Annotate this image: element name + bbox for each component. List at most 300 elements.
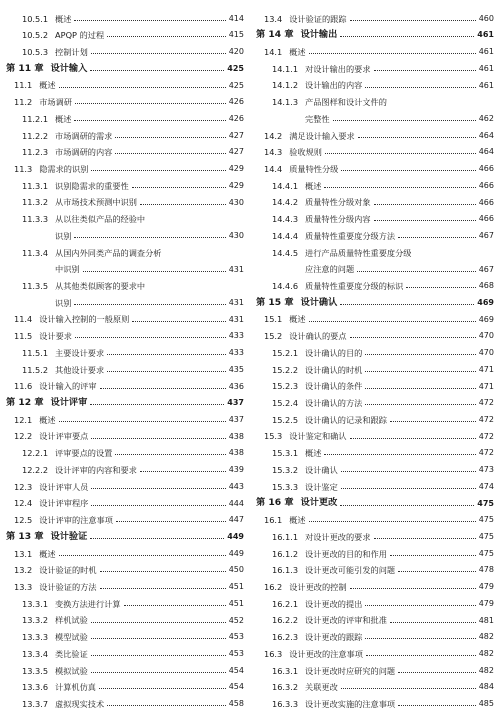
toc-entry-page: 471 [478, 364, 494, 374]
toc-entry-number: 13.3 [14, 581, 33, 592]
dot-leader [91, 622, 226, 623]
dot-leader [398, 705, 476, 706]
toc-entry-number: 13.3.7 [22, 698, 49, 709]
toc-entry [6, 259, 244, 276]
toc-entry-title: 模拟试验 [55, 665, 88, 676]
toc-entry-page: 438 [228, 431, 244, 441]
toc-entry [256, 175, 494, 192]
toc-entry-title: 设计输出 [300, 29, 338, 41]
toc-entry-title: 设计验证 [50, 530, 88, 542]
toc-entry [256, 610, 494, 627]
toc-entry-number: 第 11 章 [6, 62, 44, 74]
toc-entry-page: 462 [478, 114, 494, 124]
toc-entry-page: 426 [228, 97, 244, 107]
toc-entry-title: 概述 [305, 180, 322, 191]
toc-right-column [256, 8, 494, 710]
toc-entry [6, 693, 244, 710]
toc-entry [256, 92, 494, 109]
toc-entry-number: 12.2.2 [22, 464, 49, 475]
dot-leader [390, 555, 476, 556]
toc-entry-number: 12.2 [14, 431, 33, 442]
toc-entry-number: 16.1 [264, 515, 283, 526]
dot-leader [90, 538, 224, 539]
toc-entry-page: 472 [478, 448, 494, 458]
toc-entry [256, 75, 494, 92]
toc-entry-page: 482 [478, 649, 494, 659]
toc-entry-title: 设计确认的方法 [305, 398, 363, 409]
dot-leader [115, 454, 225, 455]
toc-entry-number: 12.2.1 [22, 448, 49, 459]
toc-entry-title: 设计输出的内容 [305, 80, 363, 91]
toc-entry-title: 中识别 [55, 264, 80, 275]
toc-entry-number: 13.1 [14, 548, 33, 559]
toc-entry-title: 应注意的问题 [305, 264, 355, 275]
toc-entry [6, 175, 244, 192]
toc-entry-title: 概述 [39, 80, 56, 91]
toc-entry-title: 完整性 [305, 113, 330, 124]
toc-chapter-entry [256, 25, 494, 42]
toc-entry [256, 8, 494, 25]
dot-leader [91, 672, 226, 673]
toc-entry-number: 11.1 [14, 80, 33, 91]
dot-leader [132, 187, 226, 188]
toc-entry [6, 276, 244, 293]
toc-entry-number: 16.1.1 [272, 531, 299, 542]
dot-leader [100, 388, 226, 389]
dot-leader [75, 337, 226, 338]
dot-leader [90, 70, 224, 71]
toc-entry [256, 660, 494, 677]
toc-entry-page: 420 [228, 47, 244, 57]
toc-entry-title: 虚拟现实技术 [55, 698, 105, 709]
toc-entry [256, 543, 494, 560]
toc-entry [6, 660, 244, 677]
toc-entry-number: 14.4 [264, 163, 283, 174]
toc-entry-page: 466 [478, 180, 494, 190]
dot-leader [124, 605, 226, 606]
toc-entry [6, 92, 244, 109]
dot-leader [116, 521, 226, 522]
toc-entry-page: 453 [228, 632, 244, 642]
dot-leader [341, 488, 476, 489]
toc-entry-number: 11.6 [14, 381, 33, 392]
toc-entry-title: 概述 [39, 414, 56, 425]
toc-entry-number: 16.1.2 [272, 548, 299, 559]
toc-entry-page: 452 [228, 615, 244, 625]
dot-leader [365, 371, 475, 372]
toc-entry [6, 292, 244, 309]
toc-entry-page: 484 [478, 682, 494, 692]
toc-entry [256, 142, 494, 159]
toc-entry-number: 14.1 [264, 46, 283, 57]
toc-entry [256, 677, 494, 694]
dot-leader [341, 688, 476, 689]
toc-entry [6, 225, 244, 242]
toc-entry-title: 设计更改的跟踪 [305, 632, 363, 643]
dot-leader [140, 471, 226, 472]
toc-entry [6, 8, 244, 25]
dot-leader [365, 605, 475, 606]
toc-entry [6, 443, 244, 460]
toc-entry-title: 设计确认的目的 [305, 347, 363, 358]
toc-entry-page: 437 [227, 398, 244, 408]
dot-leader [107, 371, 226, 372]
toc-entry-page: 469 [477, 297, 494, 307]
toc-entry-page: 461 [478, 80, 494, 90]
dot-leader [100, 571, 226, 572]
toc-entry [6, 560, 244, 577]
toc-entry-title: 质量特性重要度分级方法 [305, 230, 396, 241]
toc-entry-number: 16.1.3 [272, 565, 299, 576]
toc-entry [256, 359, 494, 376]
dot-leader [341, 170, 475, 171]
toc-entry [256, 693, 494, 710]
toc-entry-page: 427 [228, 130, 244, 140]
toc-entry-title: APQP 的过程 [55, 30, 105, 41]
toc-entry-number: 14.1.1 [272, 63, 299, 74]
toc-entry-title: 类比验证 [55, 648, 88, 659]
dot-leader [309, 321, 476, 322]
toc-entry-title: 识别 [55, 230, 72, 241]
toc-entry-page: 472 [478, 398, 494, 408]
toc-entry-title: 模型试验 [55, 632, 88, 643]
dot-leader [91, 170, 225, 171]
toc-entry-page: 461 [478, 63, 494, 73]
toc-entry-page: 479 [478, 598, 494, 608]
toc-entry-number: 14.1.2 [272, 80, 299, 91]
toc-entry [6, 209, 244, 226]
dot-leader [59, 87, 226, 88]
toc-entry-page: 472 [478, 431, 494, 441]
toc-entry-number: 15.2.5 [272, 414, 299, 425]
toc-entry-page: 468 [478, 281, 494, 291]
dot-leader [350, 588, 476, 589]
toc-entry [6, 125, 244, 142]
toc-entry [256, 459, 494, 476]
toc-entry-page: 464 [478, 130, 494, 140]
toc-entry-title: 概述 [39, 548, 56, 559]
toc-entry-number: 12.5 [14, 515, 33, 526]
toc-entry-title: 质量特性分级 [289, 163, 339, 174]
toc-entry-page: 447 [228, 515, 244, 525]
toc-entry [6, 643, 244, 660]
dot-leader [340, 505, 474, 506]
toc-entry [256, 576, 494, 593]
toc-chapter-entry [256, 493, 494, 510]
toc-entry-title: 设计要求 [39, 331, 72, 342]
toc-entry [6, 409, 244, 426]
toc-entry-title: 设计更改的控制 [289, 581, 347, 592]
toc-entry-page: 451 [228, 582, 244, 592]
toc-entry-page: 466 [478, 197, 494, 207]
toc-entry-title: 其他设计要求 [55, 364, 105, 375]
dot-leader [99, 688, 226, 689]
toc-entry-page: 464 [478, 147, 494, 157]
toc-entry [6, 426, 244, 443]
toc-entry [256, 409, 494, 426]
toc-entry-page: 449 [228, 548, 244, 558]
toc-entry-page: 430 [228, 231, 244, 241]
toc-entry [256, 510, 494, 527]
toc-entry-title: 设计更改实施的注意事项 [305, 698, 396, 709]
dot-leader [350, 20, 476, 21]
toc-entry [256, 560, 494, 577]
dot-leader [374, 204, 476, 205]
dot-leader [309, 521, 476, 522]
dot-leader [107, 705, 226, 706]
toc-entry-number: 11.2 [14, 97, 33, 108]
dot-leader [107, 354, 226, 355]
dot-leader [74, 237, 225, 238]
toc-entry-number: 14.4.2 [272, 197, 299, 208]
toc-entry-title: 设计确认 [305, 464, 338, 475]
toc-entry-title: 隐需求的识别 [39, 163, 89, 174]
toc-entry-title: 设计评审的注意事项 [39, 515, 113, 526]
toc-entry-number: 14.3 [264, 147, 283, 158]
toc-entry-title: 概述 [55, 113, 72, 124]
toc-chapter-entry [6, 526, 244, 543]
toc-entry-title: 设计确认 [300, 296, 338, 308]
toc-entry-title: 设计更改 [300, 497, 338, 509]
toc-entry-number: 11.5 [14, 331, 33, 342]
toc-entry [256, 627, 494, 644]
dot-leader [90, 404, 224, 405]
dot-leader [374, 538, 476, 539]
toc-entry-title: 设计验证的时机 [39, 565, 97, 576]
toc-entry-page: 444 [228, 498, 244, 508]
dot-leader [107, 36, 226, 37]
toc-entry-title: 市场调研的内容 [55, 147, 113, 158]
dot-leader [398, 672, 476, 673]
toc-entry-number: 11.3 [14, 163, 33, 174]
toc-entry [6, 493, 244, 510]
toc-entry [6, 41, 244, 58]
toc-entry-page: 466 [478, 164, 494, 174]
toc-entry-number: 12.1 [14, 414, 33, 425]
toc-chapter-entry [6, 58, 244, 75]
toc-entry-page: 460 [478, 13, 494, 23]
dot-leader [398, 571, 476, 572]
toc-entry-title: 进行产品质量特性重要度分级 [305, 247, 412, 258]
toc-entry-page: 451 [228, 598, 244, 608]
dot-leader [132, 321, 225, 322]
toc-entry-page: 471 [478, 381, 494, 391]
toc-entry-number: 13.3.1 [22, 598, 49, 609]
toc-entry-number: 14.2 [264, 130, 283, 141]
toc-entry-page: 415 [228, 30, 244, 40]
toc-entry-title: 从其他类似顾客的要求中 [55, 281, 146, 292]
toc-entry [6, 75, 244, 92]
toc-entry-title: 概述 [289, 46, 306, 57]
toc-entry-number: 15.2 [264, 331, 283, 342]
toc-entry-title: 设计确认的时机 [305, 364, 363, 375]
toc-entry-page: 453 [228, 649, 244, 659]
toc-entry-page: 479 [478, 582, 494, 592]
dot-leader [91, 638, 226, 639]
toc-entry [256, 242, 494, 259]
toc-chapter-entry [6, 393, 244, 410]
toc-entry-number: 10.5.3 [22, 46, 49, 57]
toc-entry-page: 450 [228, 565, 244, 575]
toc-entry-number: 13.3.4 [22, 648, 49, 659]
toc-entry [256, 58, 494, 75]
toc-entry-number: 11.4 [14, 314, 33, 325]
toc-entry-title: 设计输入控制的一般原则 [39, 314, 130, 325]
toc-entry-page: 473 [478, 465, 494, 475]
toc-entry-title: 设计验证的跟踪 [289, 13, 347, 24]
toc-entry-number: 16.3.1 [272, 665, 299, 676]
toc-entry-title: 满足设计输入要求 [289, 130, 355, 141]
toc-entry-title: 对设计输出的要求 [305, 63, 371, 74]
toc-entry [256, 476, 494, 493]
toc-entry-title: 验收规则 [289, 147, 322, 158]
dot-leader [75, 103, 226, 104]
toc-entry-page: 475 [477, 498, 494, 508]
toc-entry-page: 475 [478, 515, 494, 525]
dot-leader [74, 304, 225, 305]
dot-leader [350, 337, 476, 338]
toc-entry-page: 443 [228, 481, 244, 491]
toc-entry-page: 426 [228, 114, 244, 124]
dot-leader [324, 187, 475, 188]
toc-entry-page: 429 [228, 180, 244, 190]
toc-entry-title: 评审要点的设置 [55, 448, 113, 459]
toc-entry-page: 425 [227, 63, 244, 73]
toc-entry-title: 设计更改的提出 [305, 598, 363, 609]
dot-leader [59, 421, 226, 422]
toc-entry-number: 14.4.6 [272, 281, 299, 292]
toc-entry-page: 461 [477, 30, 494, 40]
toc-entry-number: 第 16 章 [256, 497, 294, 509]
toc-entry [256, 309, 494, 326]
toc-entry-title: 设计评审要点 [39, 431, 89, 442]
toc-entry-number: 15.3 [264, 431, 283, 442]
dot-leader [390, 421, 476, 422]
toc-entry [256, 276, 494, 293]
toc-entry-number: 16.2.1 [272, 598, 299, 609]
dot-leader [358, 137, 476, 138]
toc-entry-number: 11.3.4 [22, 247, 49, 258]
toc-entry [256, 259, 494, 276]
toc-entry-page: 433 [228, 331, 244, 341]
toc-entry-number: 13.3.3 [22, 632, 49, 643]
dot-leader [365, 404, 475, 405]
dot-leader [91, 438, 225, 439]
toc-entry-number: 11.3.2 [22, 197, 49, 208]
toc-entry-number: 10.5.1 [22, 13, 49, 24]
toc-entry [6, 326, 244, 343]
toc-entry-number: 13.4 [264, 13, 283, 24]
dot-leader [357, 271, 476, 272]
toc-entry-page: 437 [228, 414, 244, 424]
toc-entry [256, 376, 494, 393]
toc-entry-title: 设计评审人员 [39, 481, 89, 492]
toc-entry [6, 476, 244, 493]
dot-leader [374, 70, 476, 71]
toc-entry-title: 设计更改的目的和作用 [305, 548, 387, 559]
toc-entry-number: 11.3.1 [22, 180, 49, 191]
toc-entry [6, 192, 244, 209]
toc-entry-number: 14.1.3 [272, 97, 299, 108]
toc-entry-title: 识别 [55, 297, 72, 308]
dot-leader [91, 505, 225, 506]
toc-entry-number: 11.3.3 [22, 214, 49, 225]
toc-entry [256, 192, 494, 209]
toc-entry-number: 16.2.2 [272, 615, 299, 626]
toc-entry-title: 设计确认的条件 [305, 381, 363, 392]
toc-entry [256, 342, 494, 359]
toc-entry-title: 概述 [289, 515, 306, 526]
dot-leader [366, 655, 476, 656]
dot-leader [333, 120, 476, 121]
toc-entry-page: 482 [478, 665, 494, 675]
toc-entry-number: 12.4 [14, 498, 33, 509]
toc-entry [6, 376, 244, 393]
toc-entry-page: 481 [478, 615, 494, 625]
toc-entry-page: 467 [478, 231, 494, 241]
toc-entry [6, 359, 244, 376]
toc-entry-title: 设计评审程序 [39, 498, 89, 509]
toc-entry-title: 设计确认的要点 [289, 331, 347, 342]
toc-entry-number: 15.2.4 [272, 398, 299, 409]
toc-entry [256, 225, 494, 242]
toc-entry-number: 16.2.3 [272, 632, 299, 643]
toc-entry [256, 125, 494, 142]
dot-leader [398, 237, 476, 238]
toc-entry-page: 429 [228, 164, 244, 174]
toc-entry-number: 13.2 [14, 565, 33, 576]
toc-entry [6, 459, 244, 476]
dot-leader [74, 20, 225, 21]
toc-entry-number: 第 13 章 [6, 530, 44, 542]
dot-leader [100, 588, 226, 589]
toc-entry-number: 15.3.1 [272, 448, 299, 459]
toc-entry-page: 438 [228, 448, 244, 458]
toc-entry [6, 25, 244, 42]
toc-entry-page: 470 [478, 348, 494, 358]
toc-entry-number: 15.2.3 [272, 381, 299, 392]
dot-leader [374, 220, 476, 221]
toc-entry-number: 11.2.3 [22, 147, 49, 158]
toc-entry [256, 209, 494, 226]
dot-leader [91, 655, 226, 656]
toc-entry-number: 11.5.2 [22, 364, 49, 375]
toc-entry-title: 变换方法进行计算 [55, 598, 121, 609]
dot-leader [350, 438, 476, 439]
toc-entry-title: 概述 [289, 314, 306, 325]
toc-entry-title: 概述 [305, 448, 322, 459]
dot-leader [59, 555, 226, 556]
dot-leader [140, 204, 226, 205]
dot-leader [91, 53, 226, 54]
toc-entry-title: 设计更改可能引发的问题 [305, 565, 396, 576]
toc-entry-number: 16.3.3 [272, 698, 299, 709]
toc-entry-number: 10.5.2 [22, 30, 49, 41]
toc-entry-page: 439 [228, 465, 244, 475]
dot-leader [324, 454, 475, 455]
dot-leader [74, 120, 225, 121]
toc-entry-title: 设计评审 [50, 397, 88, 409]
toc-entry-page: 475 [478, 548, 494, 558]
toc-entry-title: 设计鉴定 [305, 481, 338, 492]
toc-entry [256, 326, 494, 343]
toc-entry-page: 431 [228, 264, 244, 274]
toc-entry [6, 610, 244, 627]
toc-entry-title: 市场调研的需求 [55, 130, 113, 141]
toc-entry-page: 469 [478, 314, 494, 324]
toc-entry-title: 设计更改的注意事项 [289, 648, 363, 659]
toc-entry-number: 12.3 [14, 481, 33, 492]
